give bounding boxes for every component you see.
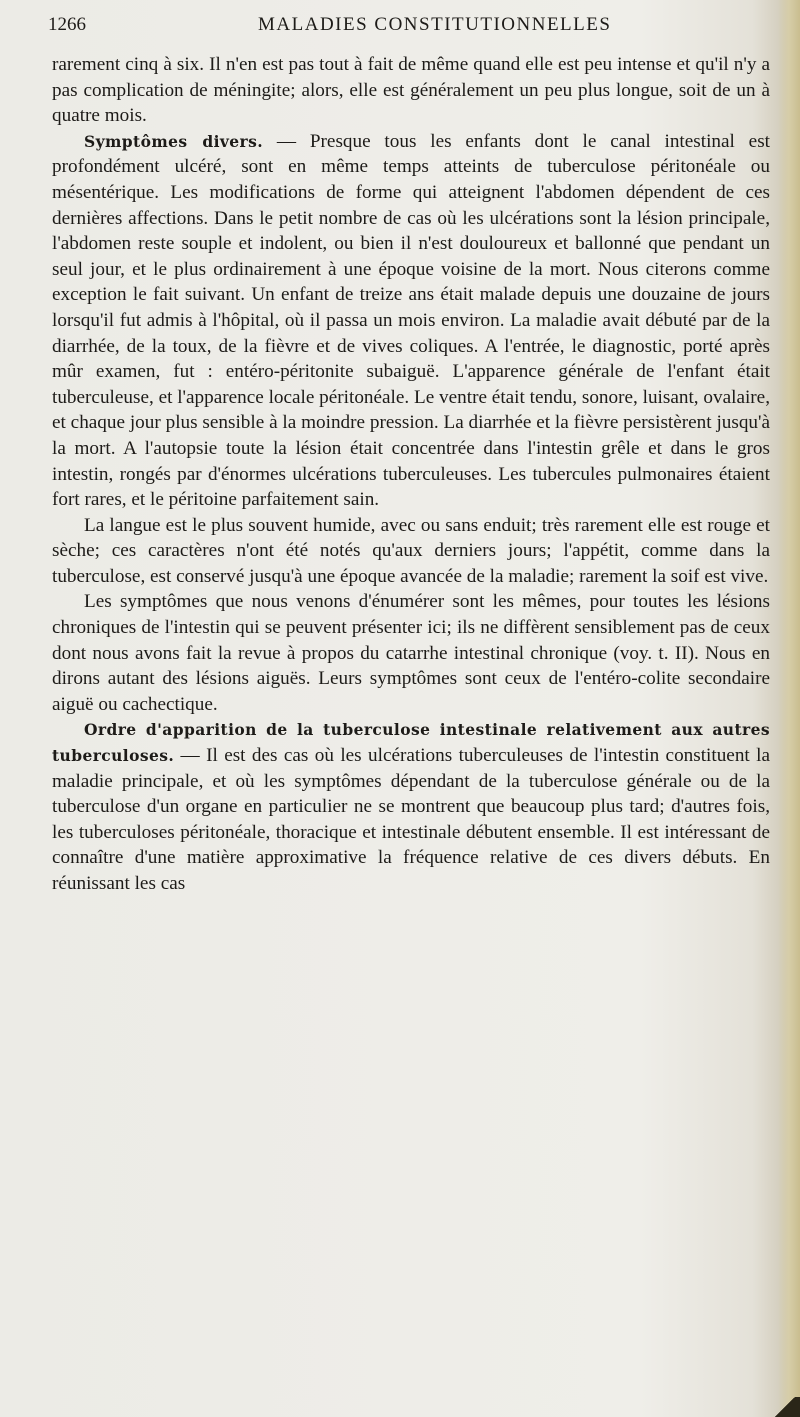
page-edge-shadow [778, 0, 800, 1417]
paragraph-1: rarement cinq à six. Il n'en est pas tout à fait de même quand elle est peu intense et qu'il n'y a pas complication de méningite; alors, elle est généralement un peu plus longue, soit de un à quatre mois. [52, 54, 770, 127]
page-number: 1266 [48, 14, 86, 35]
paragraph-symptomes-text: — Presque tous les enfants dont le canal intestinal est profondément ulcéré, sont en même temps atteints de tuberculose péritonéale ou mésentérique. Les modifications de forme qui atteignent l'abdomen dépendent de ces dernières affections. Dans le petit nombre de cas où les ulcérations sont la lésion principale, l'abdomen reste souple et indolent, ou bien il n'est douloureux et ballonné que pendant un seul jour, et le plus ordinairement à une époque voisine de la mort. Nous citerons comme exception le fait suivant. Un enfant de treize ans était malade depuis une douzaine de jours lorsqu'il fut admis à l'hôpital, où il passa un mois environ. La maladie avait débuté par de la diarrhée, de la toux, de la fièvre et de vives coliques. A l'entrée, le diagnostic, porté après mûr examen, fut : entéro-péritonite subaiguë. L'apparence générale de l'enfant était tuberculeuse, et l'apparence locale péritonéale. Le ventre était tendu, sonore, luisant, ovalaire, et chaque jour plus sensible à la moindre pression. La diarrhée et la fièvre persistèrent jusqu'à la mort. A l'autopsie toute la lésion était concentrée dans l'intestin grêle et dans le gros intestin, rongés par d'énormes ulcérations tuberculeuses. Les tubercules pulmonaires étaient fort rares, et le péritoine parfaitement sain. [52, 130, 770, 511]
page-header [48, 14, 768, 44]
paragraph-symptomes-lesions: Les symptômes que nous venons d'énumérer sont les mêmes, pour toutes les lésions chroniques de l'intestin qui se peuvent présenter ici; ils ne diffèrent sensiblement pas de ceux dont nous avons fait la revue à propos du catarrhe intestinal chronique (voy. t. II). Nous en dirons autant des lésions aiguës. Leurs symptômes sont ceux de l'entéro-colite secondaire aiguë ou cachectique. [52, 591, 770, 715]
page-body [52, 52, 770, 897]
running-title: MALADIES CONSTITUTIONNELLES [258, 14, 612, 35]
paragraph-symptomes [52, 129, 770, 513]
section-heading-ordre: Ordre d'apparition de la tuberculose intestinale relativement aux autres tuberculoses. [52, 720, 770, 766]
paragraph-langue: La langue est le plus souvent humide, avec ou sans enduit; très rarement elle est rouge et sèche; ces caractères n'ont été notés qu'aux derniers jours; l'appétit, comme dans la tuberculose, est conservé jusqu'à une époque avancée de la maladie; rarement la soif est vive. [52, 514, 770, 587]
section-heading-symptomes: Symptômes divers. [84, 131, 264, 151]
paragraph-ordre-text: — Il est des cas où les ulcérations tuberculeuses de l'intestin constituent la maladie principale, et où les symptômes dépendant de la tuberculose générale ou de la tuberculose d'un organe en particulier ne se montrent que beaucoup plus tard; d'autres fois, les tuberculoses péritonéale, thoracique et intestinale débutent ensemble. Il est intéressant de connaître d'une matière approximative la fréquence relative de ces divers débuts. En réunissant les cas [52, 745, 770, 894]
page-corner-shadow [770, 1397, 800, 1417]
paragraph-ordre [52, 717, 770, 896]
